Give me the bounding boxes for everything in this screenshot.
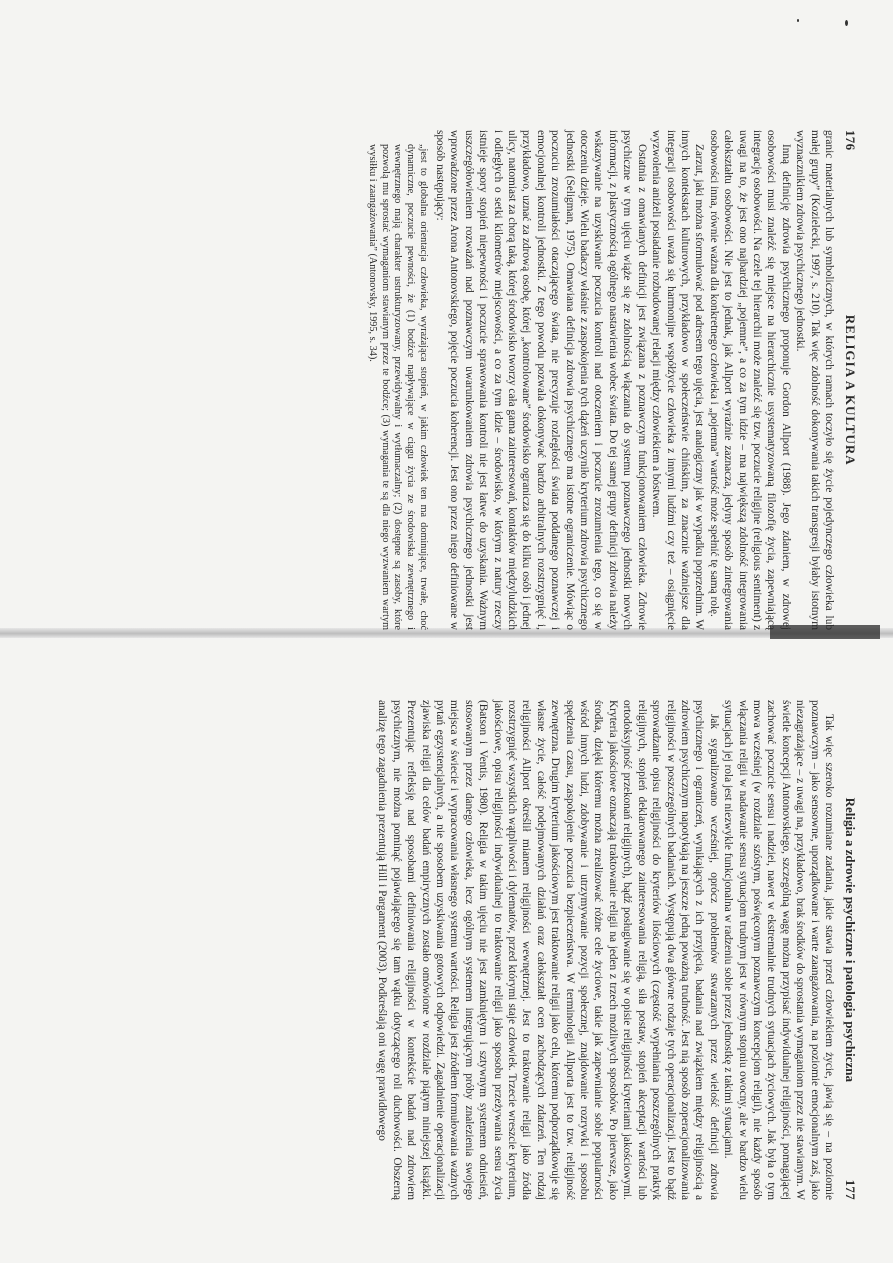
left-page-number: 176	[843, 130, 858, 151]
right-page-number: 177	[843, 1179, 858, 1200]
left-paragraph-3: Zarzut, jaki można sformułować pod adresem tego ujęcia, jest analogiczny jak w wypadku poprzednim. W innych kontekstach kulturowych, przykładowo w społeczeństwie chińskim, za znacznie ważniejsze dla integracji osobowości uważa się harmonijne współżycie człowieka z innymi ludźmi czy też – osiągnięcie wyzwolenia aniżeli posiadanie rozbudowanej relacji między człowiekiem a bóstwem.	[650, 130, 706, 630]
left-page-body	[366, 130, 836, 630]
right-paragraph-1: Tak więc szeroko rozumiane zadania, jakie stawia przed człowiekiem życie, jawią się – na poziomie poznawczym – jako sensowne, uporządkowane i warte zaangażowania, na poziomie emocjonalnym zaś, jako niezagrażające – z uwagi na, przykładowo, brak środków do sprostania wymaganiom przez nie stawianym. W świetle koncepcji Antonovskiego, szczególną wagę można przypisać indywidualnej religijności, pomagającej zachować poczucie sensu i nadziei, nawet w ekstremalnie trudnych sytuacjach życiowych. Jak była o tym mowa wcześniej (w rozdziale szóstym, poświęconym poznawczym koncepcjom religii), nie każdy sposób włączania religii w nadawanie sensu sytuacjom trudnym jest w równym stopniu owocny, ale w bardzo wielu sytuacjach jej rola jest niezwykle funkcjonalna w radzeniu sobie przez jednostkę z takimi sytuacjami.	[722, 700, 835, 1200]
left-paragraph-4: Ostatnia z omawianych definicji jest związana z poznawczym funkcjonowaniem człowieka. Zdrowie psychiczne w tym ujęciu wiąże się ze zdolnością włączania do systemu poznawczego jednostki nowych informacji, z plastycznością ogólnego nastawienia wobec świata. Do tej samej grupy definicji zdrowia należy wskazywanie na uzyskiwanie poczucia kontroli nad otoczeniem i poczucie zrozumienia tego, co się w otoczeniu dzieje. Wielu badaczy właśnie z zaspokojenia tych dążeń uczyniło kryterium zdrowia psychicznego jednostki (Seligman, 1975). Omawiana definicja zdrowia psychicznego ma istotne ograniczenie. Mówiąc o poczuciu zrozumiałości otaczającego świata, nie precyzuje rozległości świata poddanego poznawczej i emocjonalnej kontroli jednostki. Z tego powodu pozwala dokonywać bardzo arbitralnych rozstrzygnięć i, przykładowo, uznać za zdrową osobę, której „kontrolowane” środowisko ogranicza się do kilku osób i jednej ulicy, natomiast za chorą taką, której środowisko tworzy cała gama zainteresowań, kontaktów międzyludzkich i odległych o setki kilometrów miejscowości, a co za tym idzie – środowisko, w którym z natury rzeczy istnieje spory stopień niepewności i poczucie sprawowania kontroli nie jest łatwe do uzyskania. Ważnym uszczegółowieniem rozważań nad poznawczym uwarunkowaniem zdrowia psychicznego jednostki jest wprowadzone przez Arona Antonovskiego, pojęcie poczucia koherencji. Jest ono przez niego definiowane w sposób następujący:	[434, 130, 648, 630]
left-paragraph-2: Inną definicję zdrowia psychicznego proponuje Gordon Allport (1988). Jego zdaniem, w zdrowej osobowości musi znaleźć się miejsce na hierarchicznie usystematyzowaną filozofię życia, zapewniającą integrację osobowości. Na czele tej hierarchii może znaleźć się tzw. poczucie religijne (religious sentiment) z uwagi na to, że jest ono najbardziej „pojemne”, a co za tym idzie – ma największą zdolność integrowania całokształtu osobowości. Nie jest to jednak, jak Allport wyraźnie zaznacza, jedyny sposób zintegrowania osobowości inna, równie ważna dla konkretnego człowieka i „pojemna” wartość może spełnić tę samą rolę.	[707, 130, 792, 630]
left-page	[88, 130, 858, 630]
left-running-head: RELIGIA A KULTURA	[843, 314, 858, 466]
right-paragraph-2: Jak sygnalizowano wcześniej, oprócz problemów stwarzanych przez wielość definicji zdrowia psychicznego i ograniczeń, wynikających z ich przyjęcia, badania nad związkiem między religijnością a zdrowiem psychicznym napotykają na jeszcze jedną poważną trudność. Jest nią sposób zoperacjonalizowania religijności w poszczególnych badaniach. Występują dwa główne rodzaje tych operacjonalizacji. Jest to bądź sprowadzanie opisu religijności do kryteriów ilościowych (częstość wypełniania poszczególnych praktyk religijnych, stopień deklarowanego zainteresowania religią, siła postaw, stopień akceptacji wartości lub ortodoksyjność przekonań religijnych), bądź posługiwanie się w opisie religijności kryteriami jakościowymi. Kryteria jakościowe oznaczają traktowanie religii na jeden z trzech możliwych sposobów. Po pierwsze, jako środka, dzięki któremu można zrealizować różne cele życiowe, takie jak zapewnianie sobie popularności wśród innych ludzi, zdobywanie i utrzymywanie pozycji społecznej, znajdowanie rozrywki i sposobu spędzenia czasu, zaspokojenie poczucia bezpieczeństwa. W terminologii Allporta jest to tzw. religijność zewnętrzna. Drugim kryterium jakościowym jest traktowanie religii jako celu, któremu podporządkowuje się własne życie, całość podejmowanych działań oraz całokształt ocen zachodzących zdarzeń. Ten rodzaj religijności Allport określił mianem religijności wewnętrznej. Jest to traktowanie religii jako źródła rozstrzygnięć wszystkich wątpliwości i dylematów, przed którymi staje człowiek. Trzecie wreszcie kryterium, jakościowe, opisu religijności indywidualnej to traktowanie religii jako sposobu przeżywania sensu życia (Batson i Ventis, 1980). Religia w takim ujęciu nie jest zamkniętym i sztywnym systemem odniesień, stosowanym przez danego człowieka, lecz ogólnym systemem integrującym próby znalezienia swojego miejsca w świecie i wypracowania własnego systemu wartości. Religia jest źródłem formułowania ważnych pytań egzystencjalnych, a nie sposobem uzyskiwania gotowych odpowiedzi. Zagadnienie operacjonalizacji zjawiska religii dla celów badań empirycznych zostało omówione w rozdziale piątym niniejszej książki. Prezentując refleksję nad sposobami definiowania religijności w kontekście badań nad zdrowiem psychicznym, nie można pominąć pojawiającego się tam wątku dotyczącego roli duchowości. Obszerną analizę tego zagadnienia prezentują Hill i Pargament (2003). Podkreślają oni wagę prawidłowego	[376, 700, 720, 1200]
left-page-header	[842, 130, 858, 630]
right-page-body	[375, 700, 836, 1200]
right-page-header	[842, 700, 858, 1200]
left-paragraph-1: granic materialnych lub symbolicznych, w których ramach toczyło się życie pojedynczego człowieka lub małej grupy” (Kozielecki, 1997, s. 210). Tak więc zdolność dokonywania takich transgresji byłaby istotnym wyznacznikiem zdrowia psychicznego jednostki.	[794, 130, 835, 630]
right-page	[88, 700, 858, 1200]
antonovsky-quote: „jest to globalna orientacja człowieka, wyrażająca stopień, w jakim człowiek ten ma dominujące, trwałe, choć dynamiczne, poczucie pewności, że (1) bodźce napływające w ciągu życia ze środowiska zewnętrznego i wewnętrznego mają charakter ustrukturyzowany, przewidywalny i wytłumaczalny; (2) dostępne są zasoby, które pozwolą mu sprostać wymaganiom stawianym przez te bodźce; (3) wymagania te są dla niego wyzwaniem wartym wysiłku i zaangażowania” (Antonovsky, 1995, s. 34).	[367, 144, 429, 630]
scan-speck	[845, 20, 848, 26]
right-running-head: Religia a zdrowie psychiczne i patologia psychiczna	[843, 797, 858, 1082]
scan-speck	[797, 19, 799, 22]
